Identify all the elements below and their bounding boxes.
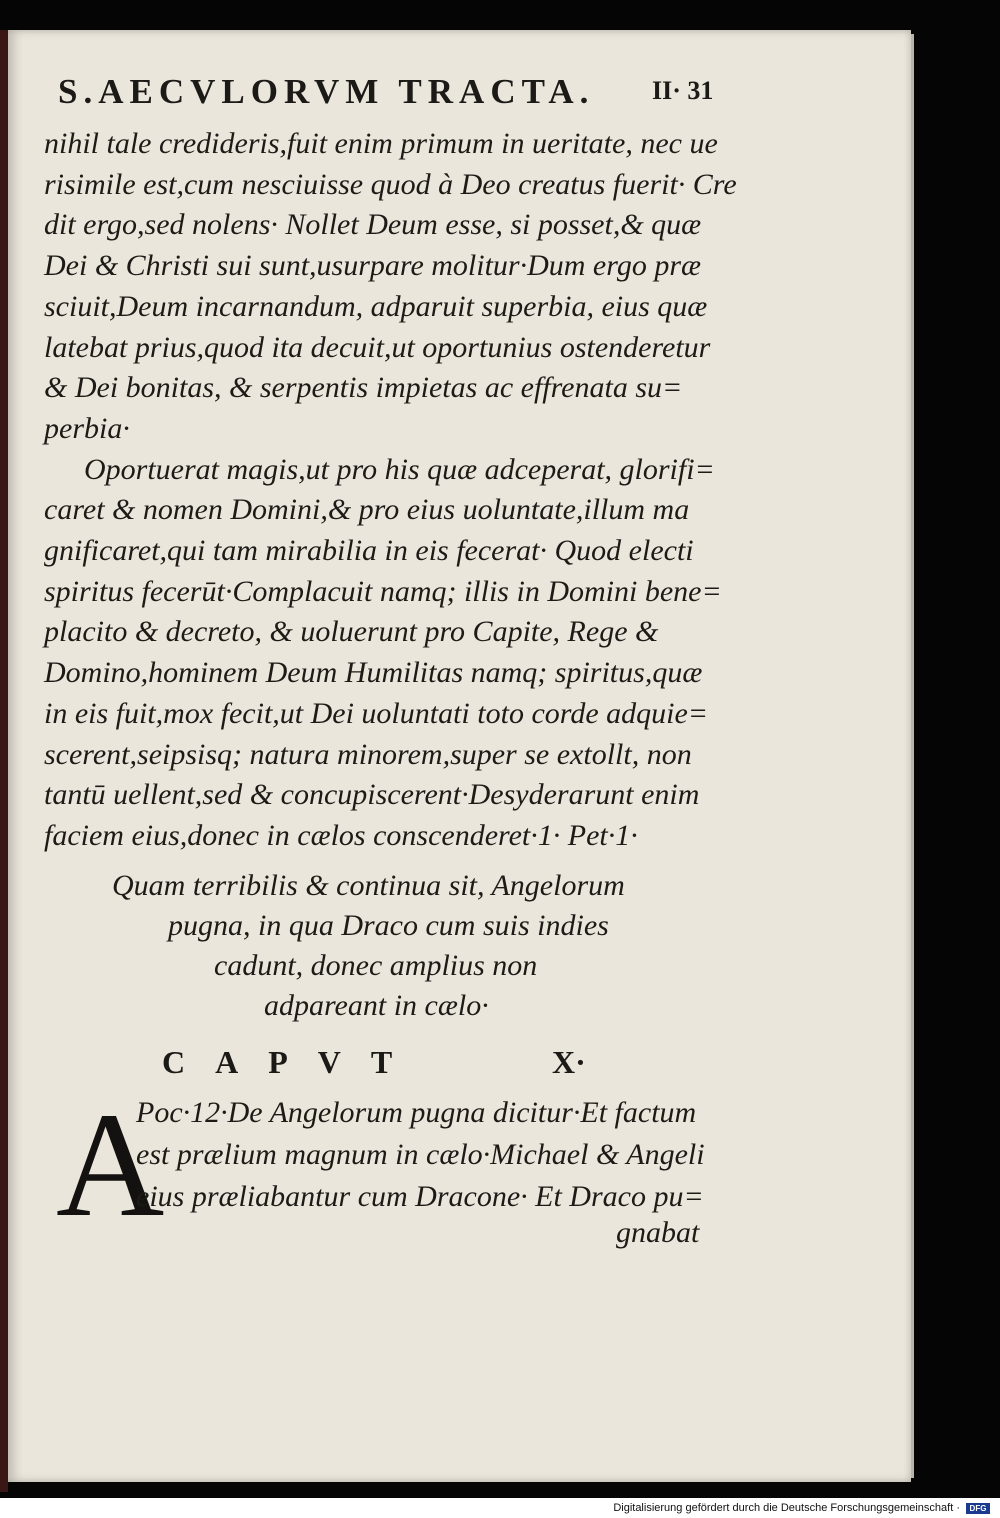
text-line: sciuit,Deum incarnandum, adparuit superbia, eius quæ: [44, 289, 708, 323]
binding-edge: [0, 30, 8, 1492]
text-line: est prælium magnum in cælo·Michael & Angeli: [136, 1138, 705, 1171]
text-line: perbia·: [44, 411, 130, 445]
text-line: & Dei bonitas, & serpentis impietas ac effrenata su=: [44, 371, 683, 405]
text-line: tantū uellent,sed & concupiscerent·Desyderarunt enim: [44, 778, 700, 812]
page-edge: [911, 34, 914, 1478]
text-line: dit ergo,sed nolens· Nollet Deum esse, si posset,& quæ: [44, 208, 702, 242]
text-line: spiritus fecerūt·Complacuit namq; illis in Domini bene=: [44, 574, 722, 608]
chapter-summary: [112, 866, 672, 1026]
chapter-text: [136, 1092, 706, 1218]
text-line: nihil tale credideris,fuit enim primum in ueritate, nec ue: [44, 127, 718, 160]
text-line: eius præliabantur cum Dracone· Et Draco pu=: [136, 1180, 704, 1213]
text-line: placito & decreto, & uoluerunt pro Capite, Rege &: [44, 615, 659, 649]
summary-line: pugna, in qua Draco cum suis indies: [168, 909, 609, 942]
summary-line: Quam terribilis & continua sit, Angelorum: [112, 869, 625, 902]
summary-line: adpareant in cælo·: [264, 989, 489, 1022]
text-line: Dei & Christi sui sunt,usurpare molitur·Dum ergo præ: [44, 249, 701, 283]
chapter-label: CAPVT: [162, 1044, 423, 1080]
text-line: Oportuerat magis,ut pro his quæ adceperat, glorifi=: [84, 452, 715, 486]
catchword: gnabat: [616, 1216, 700, 1249]
text-line: Domino,hominem Deum Humilitas namq; spiritus,quæ: [44, 656, 703, 690]
text-line: Poc·12·De Angelorum pugna dicitur·Et factum: [136, 1096, 697, 1129]
page-number: II· 31: [652, 76, 714, 105]
text-line: latebat prius,quod ita decuit,ut oportunius ostenderetur: [44, 330, 711, 364]
digitization-credit: Digitalisierung gefördert durch die Deutsche Forschungsgemeinschaft ·: [613, 1502, 960, 1514]
text-line: caret & nomen Domini,& pro eius uoluntate,illum ma: [44, 493, 690, 527]
chapter-number: X·: [552, 1044, 586, 1080]
text-line: faciem eius,donec in cælos conscenderet·1· Pet·1·: [44, 818, 638, 852]
text-line: gnificaret,qui tam mirabilia in eis fecerat· Quod electi: [44, 534, 694, 568]
text-line: risimile est,cum nesciuisse quod à Deo creatus fuerit· Cre: [44, 167, 737, 201]
drop-cap-initial: A: [56, 1082, 165, 1248]
body-text: [44, 124, 737, 857]
summary-line: cadunt, donec amplius non: [214, 949, 538, 982]
text-line: scerent,seipsisq; natura minorem,super se extollt, non: [44, 737, 692, 771]
text-line: in eis fuit,mox fecit,ut Dei uoluntati toto corde adquie=: [44, 696, 709, 730]
running-head: S.AECVLORVM TRACTA.: [58, 72, 595, 111]
dfg-logo-icon: DFG: [966, 1503, 990, 1514]
